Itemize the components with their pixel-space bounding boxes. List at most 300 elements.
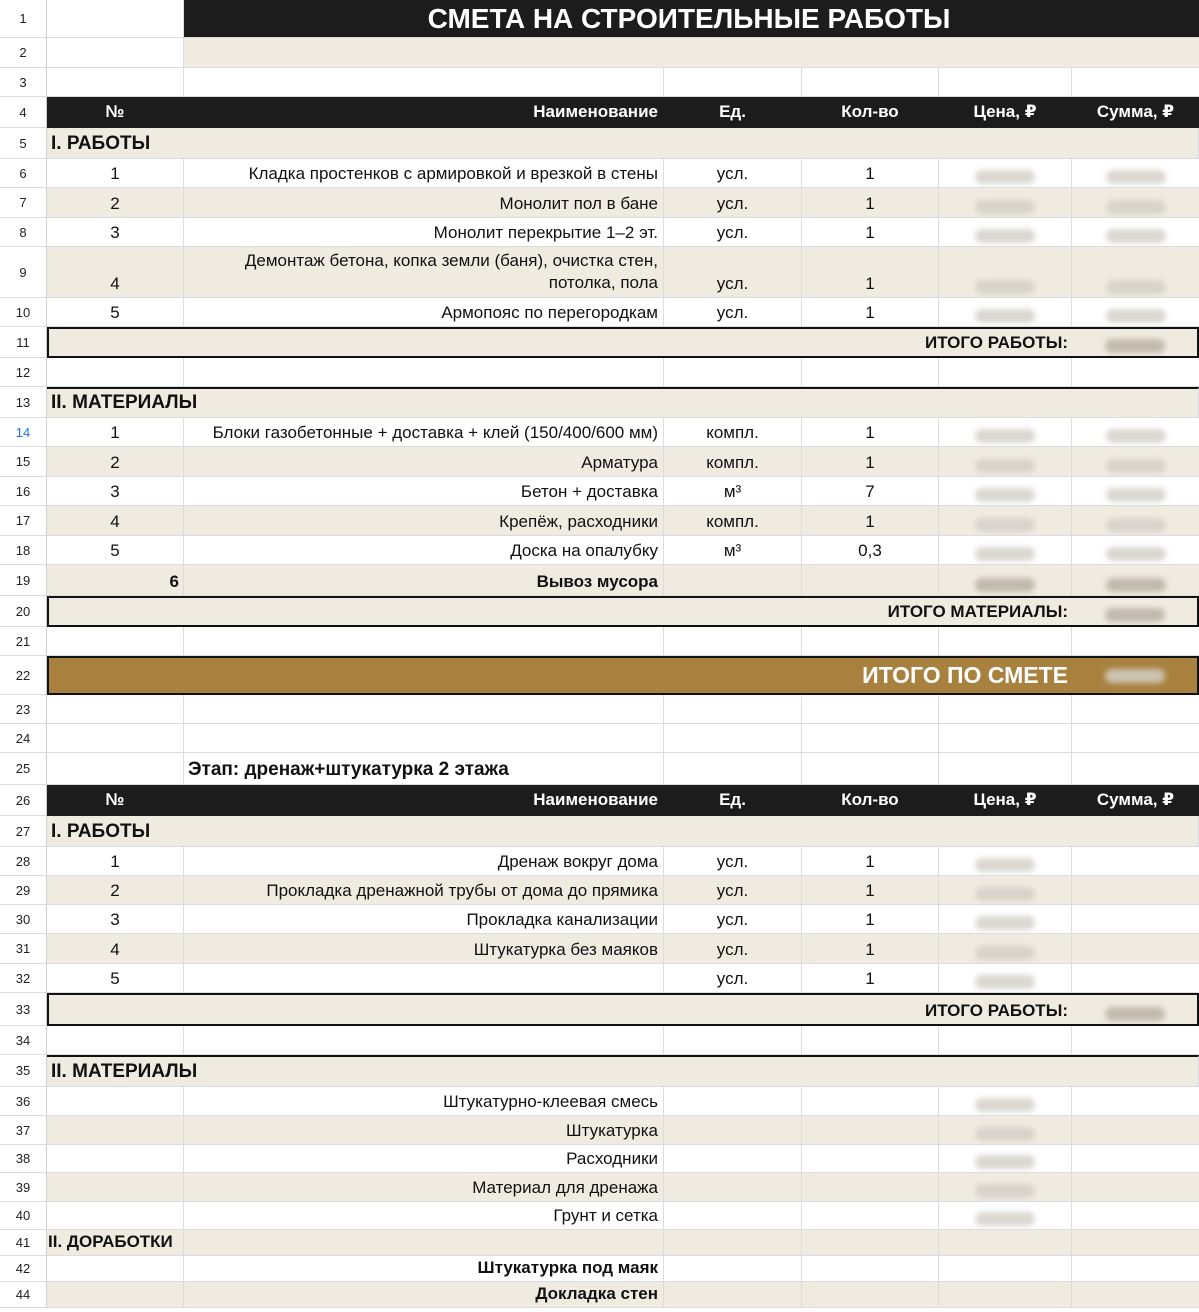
column-header[interactable] (664, 97, 802, 128)
item-price[interactable] (939, 447, 1072, 477)
item-unit[interactable] (664, 1116, 802, 1145)
item-unit[interactable] (664, 506, 802, 536)
empty-cell[interactable] (802, 724, 939, 753)
item-unit[interactable] (664, 964, 802, 993)
empty-cell[interactable] (1072, 1282, 1199, 1308)
empty-row (0, 358, 1199, 387)
item-unit[interactable] (664, 477, 802, 506)
item-qty[interactable] (802, 447, 939, 477)
row-number[interactable] (0, 447, 47, 477)
item-name[interactable] (184, 159, 664, 188)
row-number-text: 6 (19, 165, 27, 181)
item-name-text: Штукатурка без маяков (473, 940, 658, 959)
empty-cell[interactable] (47, 695, 184, 724)
item-price[interactable] (939, 298, 1072, 327)
row-number-text: 5 (19, 135, 27, 151)
column-header[interactable] (1072, 785, 1199, 816)
item-number[interactable] (47, 1202, 184, 1230)
section-title-row (0, 1055, 1199, 1087)
item-unit[interactable] (664, 565, 802, 596)
empty-cell[interactable] (802, 1256, 939, 1282)
empty-cell[interactable] (802, 68, 939, 97)
item-price[interactable] (939, 934, 1072, 964)
section-title[interactable] (47, 128, 1199, 159)
item-number[interactable] (47, 876, 184, 905)
item-name[interactable] (184, 847, 664, 876)
item-unit[interactable] (664, 1145, 802, 1173)
empty-cell[interactable] (939, 68, 1072, 97)
item-price[interactable] (939, 1145, 1072, 1173)
item-number[interactable] (47, 1282, 184, 1308)
total-value[interactable] (1072, 596, 1199, 627)
item-sum[interactable] (1072, 477, 1199, 506)
row-number[interactable] (0, 785, 47, 816)
empty-cell[interactable] (939, 1256, 1072, 1282)
item-sum[interactable] (1072, 934, 1199, 964)
empty-cell[interactable] (47, 627, 184, 656)
item-sum[interactable] (1072, 159, 1199, 188)
row-number[interactable] (0, 753, 47, 785)
empty-cell[interactable] (1072, 1026, 1199, 1055)
empty-cell[interactable] (939, 358, 1072, 387)
empty-cell[interactable] (47, 68, 184, 97)
item-name[interactable] (184, 247, 664, 298)
empty-cell[interactable] (47, 724, 184, 753)
item-unit[interactable] (664, 447, 802, 477)
item-sum[interactable] (1072, 1145, 1199, 1173)
row-number[interactable] (0, 847, 47, 876)
item-qty[interactable] (802, 1173, 939, 1202)
column-header[interactable] (664, 785, 802, 816)
item-name[interactable] (184, 506, 664, 536)
item-name[interactable] (184, 477, 664, 506)
item-name-text: Кладка простенков с армировкой и врезкой в стены (248, 164, 658, 183)
item-qty[interactable] (802, 565, 939, 596)
column-header[interactable] (802, 785, 939, 816)
row-number[interactable] (0, 159, 47, 188)
item-price[interactable] (939, 159, 1072, 188)
item-name[interactable] (184, 934, 664, 964)
item-unit[interactable] (664, 536, 802, 565)
item-unit[interactable] (664, 1202, 802, 1230)
item-number-text: 1 (110, 164, 120, 183)
item-sum[interactable] (1072, 247, 1199, 298)
item-number[interactable] (47, 159, 184, 188)
item-sum[interactable] (1072, 506, 1199, 536)
empty-cell[interactable] (1072, 753, 1199, 785)
row-number[interactable] (0, 218, 47, 247)
row-number[interactable] (0, 1173, 47, 1202)
item-number[interactable] (47, 1116, 184, 1145)
item-sum[interactable] (1072, 298, 1199, 327)
row-number[interactable] (0, 1202, 47, 1230)
row-number[interactable] (0, 68, 47, 97)
empty-row (0, 1026, 1199, 1055)
empty-cell[interactable] (802, 1282, 939, 1308)
column-header[interactable] (47, 97, 184, 128)
empty-cell[interactable] (1072, 68, 1199, 97)
item-qty-text: 1 (865, 453, 875, 472)
empty-cell[interactable] (47, 1026, 184, 1055)
empty-cell[interactable] (664, 627, 802, 656)
item-name-text: Дренаж вокруг дома (497, 852, 658, 871)
empty-cell[interactable] (939, 753, 1072, 785)
item-unit[interactable] (664, 159, 802, 188)
row-number[interactable] (0, 298, 47, 327)
total-row (0, 327, 1199, 358)
item-unit-text: компл. (706, 512, 759, 531)
row-number-text: 17 (15, 513, 31, 528)
row-number[interactable] (0, 596, 47, 627)
row-number[interactable] (0, 964, 47, 993)
empty-cell[interactable] (802, 358, 939, 387)
column-header[interactable] (802, 97, 939, 128)
column-header[interactable] (184, 97, 664, 128)
item-qty[interactable] (802, 1087, 939, 1116)
item-qty[interactable] (802, 905, 939, 934)
item-price[interactable] (939, 1087, 1072, 1116)
item-unit[interactable] (664, 1173, 802, 1202)
item-unit[interactable] (664, 847, 802, 876)
row-number[interactable] (0, 934, 47, 964)
item-number[interactable] (47, 1087, 184, 1116)
row-number[interactable] (0, 1055, 47, 1087)
item-number[interactable] (47, 905, 184, 934)
item-number[interactable] (47, 418, 184, 447)
item-name[interactable] (184, 418, 664, 447)
empty-cell[interactable] (664, 68, 802, 97)
item-qty[interactable] (802, 247, 939, 298)
item-sum[interactable] (1072, 565, 1199, 596)
item-number[interactable] (47, 477, 184, 506)
item-sum[interactable] (1072, 218, 1199, 247)
empty-cell[interactable] (664, 1026, 802, 1055)
empty-cell[interactable] (184, 38, 1199, 68)
item-unit[interactable] (664, 905, 802, 934)
item-name-text: Доска на опалубку (510, 541, 658, 560)
item-qty[interactable] (802, 218, 939, 247)
item-number[interactable] (47, 1256, 184, 1282)
item-price[interactable] (939, 1202, 1072, 1230)
empty-cell[interactable] (47, 0, 184, 38)
row-number[interactable] (0, 816, 47, 847)
item-price[interactable] (939, 418, 1072, 447)
row-number-text: 8 (19, 224, 27, 240)
row-number[interactable] (0, 358, 47, 387)
item-name[interactable] (184, 1202, 664, 1230)
empty-cell[interactable] (664, 1230, 802, 1256)
row-number[interactable] (0, 565, 47, 596)
row-number[interactable] (0, 128, 47, 159)
section-title[interactable] (47, 387, 1199, 418)
grand-total-label[interactable] (47, 656, 1072, 695)
empty-cell[interactable] (184, 68, 664, 97)
row-number[interactable] (0, 724, 47, 753)
item-number[interactable] (47, 218, 184, 247)
empty-cell[interactable] (184, 1026, 664, 1055)
empty-row (0, 695, 1199, 724)
total-value[interactable] (1072, 327, 1199, 358)
row-number[interactable] (0, 1026, 47, 1055)
empty-cell[interactable] (184, 627, 664, 656)
header-row (0, 785, 1199, 816)
item-name[interactable] (184, 447, 664, 477)
item-unit-text: м³ (723, 541, 742, 560)
item-qty[interactable] (802, 1202, 939, 1230)
empty-cell[interactable] (939, 627, 1072, 656)
item-name[interactable] (184, 536, 664, 565)
empty-cell[interactable] (939, 1026, 1072, 1055)
column-header[interactable] (939, 97, 1072, 128)
row-number-text: 21 (15, 633, 31, 649)
item-unit[interactable] (664, 247, 802, 298)
item-number[interactable] (47, 934, 184, 964)
item-sum[interactable] (1072, 964, 1199, 993)
item-sum[interactable] (1072, 847, 1199, 876)
item-name-text: Штукатурка (566, 1121, 658, 1140)
empty-cell[interactable] (664, 358, 802, 387)
item-name[interactable] (184, 905, 664, 934)
total-label[interactable] (47, 327, 1072, 358)
item-unit[interactable] (664, 218, 802, 247)
item-name[interactable] (184, 565, 664, 596)
empty-cell[interactable] (939, 695, 1072, 724)
item-qty-text: 1 (865, 303, 875, 322)
item-sum[interactable] (1072, 876, 1199, 905)
item-qty[interactable] (802, 964, 939, 993)
row-number[interactable] (0, 1230, 47, 1256)
empty-cell[interactable] (939, 724, 1072, 753)
row-number-text: 25 (15, 761, 31, 776)
item-number[interactable] (47, 298, 184, 327)
item-qty[interactable] (802, 847, 939, 876)
redacted-value (1106, 518, 1166, 532)
empty-cell[interactable] (664, 695, 802, 724)
item-name[interactable] (184, 1145, 664, 1173)
item-qty[interactable] (802, 1145, 939, 1173)
row-number[interactable] (0, 905, 47, 934)
total-label-text: ИТОГО РАБОТЫ: (924, 1001, 1068, 1020)
section-title-text: II. МАТЕРИАЛЫ (51, 392, 198, 413)
row-number[interactable] (0, 38, 47, 68)
empty-cell[interactable] (939, 1282, 1072, 1308)
item-name[interactable] (184, 188, 664, 218)
item-unit[interactable] (664, 418, 802, 447)
item-number[interactable] (47, 188, 184, 218)
item-sum[interactable] (1072, 447, 1199, 477)
row-number-text: 41 (15, 1235, 31, 1250)
row-number[interactable] (0, 1145, 47, 1173)
item-number[interactable] (47, 447, 184, 477)
section-title[interactable] (47, 1055, 1199, 1087)
item-qty[interactable] (802, 418, 939, 447)
empty-cell[interactable] (664, 1282, 802, 1308)
empty-cell[interactable] (1072, 695, 1199, 724)
redacted-value (975, 518, 1035, 532)
item-price[interactable] (939, 847, 1072, 876)
item-qty[interactable] (802, 876, 939, 905)
row-number[interactable] (0, 477, 47, 506)
grand-total-value[interactable] (1072, 656, 1199, 695)
item-price[interactable] (939, 218, 1072, 247)
item-number[interactable] (47, 1173, 184, 1202)
row-number[interactable] (0, 327, 47, 358)
item-name[interactable] (184, 218, 664, 247)
item-qty-text: 1 (865, 423, 875, 442)
column-header[interactable] (47, 785, 184, 816)
column-header-text: Наименование (533, 790, 658, 809)
row-number[interactable] (0, 1282, 47, 1308)
item-sum[interactable] (1072, 188, 1199, 218)
item-name-text: Монолит пол в бане (499, 194, 658, 213)
empty-cell[interactable] (1072, 724, 1199, 753)
item-qty[interactable] (802, 934, 939, 964)
empty-cell[interactable] (1072, 358, 1199, 387)
row-number[interactable] (0, 506, 47, 536)
item-number[interactable] (47, 565, 184, 596)
item-price[interactable] (939, 536, 1072, 565)
empty-cell[interactable] (664, 724, 802, 753)
empty-cell[interactable] (1072, 1256, 1199, 1282)
stage-title[interactable] (184, 753, 664, 785)
item-unit-text: усл. (716, 910, 749, 929)
row-number[interactable] (0, 0, 47, 38)
sheet-title[interactable] (184, 0, 1199, 38)
item-price[interactable] (939, 876, 1072, 905)
item-unit[interactable] (664, 876, 802, 905)
item-sum[interactable] (1072, 1173, 1199, 1202)
item-unit[interactable] (664, 188, 802, 218)
item-number[interactable] (47, 247, 184, 298)
item-price[interactable] (939, 247, 1072, 298)
item-price[interactable] (939, 477, 1072, 506)
grand-total-label-text: ИТОГО ПО СМЕТЕ (862, 662, 1068, 688)
empty-cell[interactable] (664, 753, 802, 785)
item-price[interactable] (939, 1173, 1072, 1202)
empty-cell[interactable] (1072, 627, 1199, 656)
empty-cell[interactable] (184, 358, 664, 387)
item-number-text: 4 (110, 274, 120, 293)
row-number[interactable] (0, 188, 47, 218)
empty-cell[interactable] (47, 753, 184, 785)
item-number[interactable] (47, 1145, 184, 1173)
row-number[interactable] (0, 993, 47, 1026)
item-name[interactable] (184, 1116, 664, 1145)
row-number[interactable] (0, 876, 47, 905)
row-number[interactable] (0, 387, 47, 418)
row-number-text: 28 (15, 853, 31, 869)
item-qty[interactable] (802, 159, 939, 188)
item-number[interactable] (47, 964, 184, 993)
row-number-text: 30 (15, 911, 31, 927)
item-name[interactable] (184, 876, 664, 905)
item-unit[interactable] (664, 298, 802, 327)
redacted-value (1106, 280, 1166, 294)
row-number[interactable] (0, 247, 47, 298)
item-name[interactable] (184, 1087, 664, 1116)
item-qty[interactable] (802, 506, 939, 536)
row-number[interactable] (0, 418, 47, 447)
empty-row (0, 724, 1199, 753)
empty-cell[interactable] (939, 1230, 1072, 1256)
row-number[interactable] (0, 656, 47, 695)
item-sum[interactable] (1072, 418, 1199, 447)
row-number[interactable] (0, 1116, 47, 1145)
column-header[interactable] (184, 785, 664, 816)
item-number[interactable] (47, 506, 184, 536)
redacted-value (1106, 429, 1166, 443)
row-number[interactable] (0, 627, 47, 656)
column-header[interactable] (1072, 97, 1199, 128)
item-qty[interactable] (802, 1116, 939, 1145)
item-sum[interactable] (1072, 1116, 1199, 1145)
row-number[interactable] (0, 1256, 47, 1282)
section-title[interactable] (47, 1230, 184, 1256)
item-sum[interactable] (1072, 536, 1199, 565)
empty-cell[interactable] (802, 753, 939, 785)
item-name-text: Расходники (566, 1149, 658, 1168)
section-title[interactable] (47, 816, 1199, 847)
empty-cell[interactable] (802, 1230, 939, 1256)
item-number[interactable] (47, 536, 184, 565)
column-header[interactable] (939, 785, 1072, 816)
item-name[interactable] (184, 1256, 664, 1282)
item-unit[interactable] (664, 934, 802, 964)
total-label[interactable] (47, 596, 1072, 627)
redacted-value (975, 1155, 1035, 1169)
item-name[interactable] (184, 1173, 664, 1202)
empty-cell[interactable] (802, 627, 939, 656)
item-qty[interactable] (802, 188, 939, 218)
item-unit-text: усл. (716, 223, 749, 242)
empty-cell[interactable] (184, 724, 664, 753)
row-number[interactable] (0, 1087, 47, 1116)
total-value[interactable] (1072, 993, 1199, 1026)
empty-cell[interactable] (184, 695, 664, 724)
item-sum[interactable] (1072, 905, 1199, 934)
empty-cell[interactable] (1072, 1230, 1199, 1256)
item-qty[interactable] (802, 536, 939, 565)
item-price[interactable] (939, 188, 1072, 218)
empty-cell[interactable] (47, 358, 184, 387)
item-qty-text: 1 (865, 940, 875, 959)
row-number[interactable] (0, 97, 47, 128)
item-price[interactable] (939, 565, 1072, 596)
item-price[interactable] (939, 964, 1072, 993)
item-qty[interactable] (802, 298, 939, 327)
total-label[interactable] (47, 993, 1072, 1026)
empty-cell[interactable] (47, 38, 184, 68)
empty-cell[interactable] (802, 1026, 939, 1055)
item-price[interactable] (939, 1116, 1072, 1145)
empty-cell[interactable] (664, 1256, 802, 1282)
empty-cell[interactable] (184, 1230, 664, 1256)
item-number[interactable] (47, 847, 184, 876)
item-qty[interactable] (802, 477, 939, 506)
item-name[interactable] (184, 298, 664, 327)
item-unit[interactable] (664, 1087, 802, 1116)
empty-cell[interactable] (802, 695, 939, 724)
row-number[interactable] (0, 695, 47, 724)
item-name[interactable] (184, 964, 664, 993)
item-number-text: 1 (110, 423, 120, 442)
item-name[interactable] (184, 1282, 664, 1308)
item-price[interactable] (939, 506, 1072, 536)
item-price[interactable] (939, 905, 1072, 934)
item-sum[interactable] (1072, 1087, 1199, 1116)
item-sum[interactable] (1072, 1202, 1199, 1230)
row-number[interactable] (0, 536, 47, 565)
